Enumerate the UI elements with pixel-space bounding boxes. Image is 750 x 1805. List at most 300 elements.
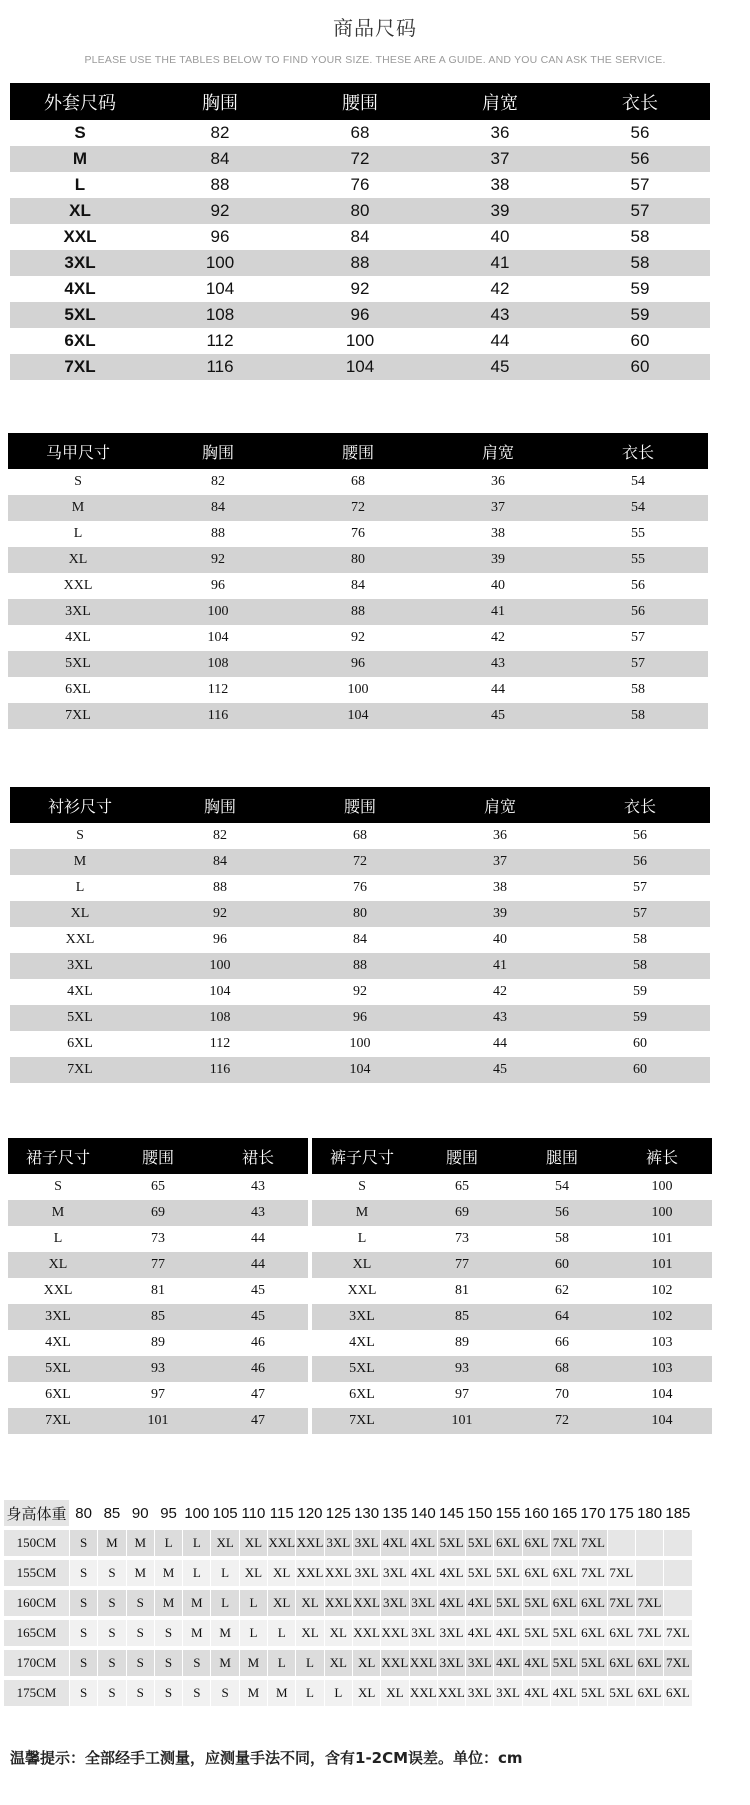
table-cell: 37 bbox=[493, 854, 507, 869]
table-cell: 112 bbox=[207, 682, 229, 697]
height-label: 150CM bbox=[4, 1530, 69, 1556]
table-cell: 84 bbox=[350, 227, 370, 246]
size-cell: 3XL bbox=[438, 1620, 465, 1646]
table-cell: 7XL bbox=[67, 1062, 93, 1077]
table-cell: 103 bbox=[651, 1335, 673, 1350]
size-cell: 3XL bbox=[353, 1530, 380, 1556]
table-cell: 104 bbox=[205, 279, 235, 298]
height-label: 165CM bbox=[4, 1620, 69, 1646]
table-cell: XXL bbox=[63, 578, 93, 593]
table-cell: 4XL bbox=[65, 630, 91, 645]
size-cell: 7XL bbox=[551, 1530, 578, 1556]
table-row bbox=[8, 495, 708, 521]
table-cell: 45 bbox=[251, 1309, 265, 1324]
pants-header-cell: 腰围 bbox=[445, 1147, 478, 1167]
table-cell: S bbox=[74, 123, 86, 142]
size-cell: XXL bbox=[353, 1620, 380, 1646]
weight-header-cell: 115 bbox=[268, 1500, 295, 1526]
table-row bbox=[10, 823, 710, 849]
size-cell: 6XL bbox=[579, 1620, 606, 1646]
size-cell: 7XL bbox=[636, 1620, 663, 1646]
table-cell: 93 bbox=[151, 1361, 165, 1376]
size-cell: 4XL bbox=[438, 1560, 465, 1586]
table-cell: 58 bbox=[630, 227, 650, 246]
table-cell: 104 bbox=[207, 630, 229, 645]
table-cell: M bbox=[72, 149, 88, 168]
size-cell: XL bbox=[296, 1620, 323, 1646]
size-cell: 3XL bbox=[438, 1650, 465, 1676]
table-cell: 69 bbox=[151, 1205, 165, 1220]
jacket-header-cell: 腰围 bbox=[342, 92, 378, 114]
size-cell: S bbox=[127, 1650, 154, 1676]
table-cell: 97 bbox=[151, 1387, 165, 1402]
table-cell: 46 bbox=[251, 1361, 265, 1376]
table-cell: 58 bbox=[633, 932, 647, 947]
size-cell: 3XL bbox=[466, 1680, 493, 1706]
table-cell: 84 bbox=[351, 578, 365, 593]
size-cell: M bbox=[183, 1590, 210, 1616]
table-row bbox=[8, 651, 708, 677]
measurement-note: 温馨提示：全部经手工测量，应测量手法不同，含有1-2CM误差。单位：cm bbox=[10, 1749, 523, 1767]
table-cell: 39 bbox=[491, 552, 505, 567]
size-cell: 3XL bbox=[410, 1590, 437, 1616]
size-cell: 4XL bbox=[523, 1680, 550, 1706]
size-cell: 6XL bbox=[608, 1620, 635, 1646]
table-row bbox=[10, 875, 710, 901]
table-cell: 37 bbox=[491, 500, 505, 515]
table-cell: 108 bbox=[207, 656, 229, 671]
size-cell: 5XL bbox=[551, 1620, 578, 1646]
table-cell: 36 bbox=[493, 828, 507, 843]
table-cell: 88 bbox=[211, 526, 225, 541]
size-cell bbox=[664, 1560, 691, 1586]
table-cell: 57 bbox=[630, 175, 650, 194]
table-cell: 60 bbox=[630, 331, 650, 350]
weight-header-cell: 100 bbox=[183, 1500, 210, 1526]
table-cell: 116 bbox=[206, 357, 234, 376]
table-cell: 3XL bbox=[65, 604, 91, 619]
vest-header-cell: 马甲尺寸 bbox=[45, 442, 110, 462]
size-cell: 7XL bbox=[579, 1560, 606, 1586]
table-cell: 69 bbox=[455, 1205, 469, 1220]
size-cell: 4XL bbox=[523, 1650, 550, 1676]
size-cell: 4XL bbox=[381, 1530, 408, 1556]
table-cell: 44 bbox=[490, 331, 510, 350]
shirt-header-row bbox=[10, 787, 710, 823]
table-cell: XL bbox=[69, 201, 91, 220]
table-cell: 59 bbox=[630, 305, 650, 324]
weight-header-cell: 110 bbox=[240, 1500, 267, 1526]
table-cell: 84 bbox=[213, 854, 227, 869]
table-cell: 92 bbox=[351, 630, 365, 645]
size-cell: M bbox=[127, 1530, 154, 1556]
table-cell: 102 bbox=[651, 1309, 673, 1324]
size-cell: S bbox=[70, 1650, 97, 1676]
table-row bbox=[8, 1174, 308, 1200]
weight-header-cell: 165 bbox=[551, 1500, 578, 1526]
table-cell: 56 bbox=[555, 1205, 569, 1220]
size-cell: 3XL bbox=[325, 1530, 352, 1556]
size-cell: 4XL bbox=[466, 1590, 493, 1616]
table-cell: XXL bbox=[43, 1283, 73, 1298]
size-cell: 7XL bbox=[608, 1560, 635, 1586]
size-cell: S bbox=[127, 1680, 154, 1706]
table-row bbox=[8, 1330, 308, 1356]
table-cell: 56 bbox=[631, 604, 645, 619]
skirt-header-row bbox=[8, 1138, 308, 1174]
size-cell: XL bbox=[296, 1590, 323, 1616]
table-cell: 37 bbox=[490, 149, 510, 168]
table-cell: 39 bbox=[490, 201, 510, 220]
table-cell: 82 bbox=[211, 474, 225, 489]
table-cell: 88 bbox=[210, 175, 230, 194]
table-row bbox=[312, 1278, 712, 1304]
table-cell: 77 bbox=[151, 1257, 165, 1272]
table-cell: L bbox=[75, 880, 85, 895]
size-cell: 6XL bbox=[523, 1560, 550, 1586]
table-cell: 40 bbox=[491, 578, 505, 593]
table-cell: 68 bbox=[555, 1361, 569, 1376]
body-chart-row bbox=[4, 1558, 693, 1588]
table-cell: 45 bbox=[491, 708, 505, 723]
table-cell: 43 bbox=[251, 1205, 265, 1220]
size-cell: S bbox=[70, 1620, 97, 1646]
table-cell: 3XL bbox=[45, 1309, 71, 1324]
table-cell: 72 bbox=[353, 854, 367, 869]
table-cell: 55 bbox=[631, 552, 645, 567]
table-cell: 43 bbox=[493, 1010, 507, 1025]
weight-header-cell: 145 bbox=[438, 1500, 465, 1526]
table-cell: 36 bbox=[491, 474, 505, 489]
vest-header-cell: 胸围 bbox=[201, 442, 234, 462]
table-cell: 73 bbox=[151, 1231, 165, 1246]
shirt-header-cell: 腰围 bbox=[343, 796, 376, 816]
table-row bbox=[312, 1174, 712, 1200]
shirt-size-table bbox=[10, 787, 710, 1083]
table-cell: 104 bbox=[651, 1413, 673, 1428]
table-cell: 92 bbox=[350, 279, 370, 298]
table-cell: 39 bbox=[493, 906, 507, 921]
table-cell: 82 bbox=[210, 123, 230, 142]
table-row bbox=[8, 469, 708, 495]
table-cell: 97 bbox=[455, 1387, 469, 1402]
size-cell: M bbox=[183, 1620, 210, 1646]
jacket-header-row bbox=[10, 83, 710, 120]
table-cell: 100 bbox=[207, 604, 229, 619]
size-cell: M bbox=[127, 1560, 154, 1586]
table-cell: 36 bbox=[490, 123, 510, 142]
table-cell: 100 bbox=[347, 682, 369, 697]
table-cell: 80 bbox=[350, 201, 370, 220]
table-cell: 96 bbox=[351, 656, 365, 671]
table-cell: 96 bbox=[353, 1010, 367, 1025]
table-cell: 7XL bbox=[349, 1413, 375, 1428]
weight-header-cell: 85 bbox=[98, 1500, 125, 1526]
table-cell: 3XL bbox=[64, 253, 96, 272]
skirt-header-cell: 腰围 bbox=[141, 1147, 174, 1167]
table-cell: XL bbox=[70, 906, 90, 921]
table-cell: 116 bbox=[209, 1062, 231, 1077]
table-cell: 92 bbox=[210, 201, 230, 220]
size-cell: XL bbox=[211, 1530, 238, 1556]
size-cell: 3XL bbox=[381, 1560, 408, 1586]
weight-header-cell: 125 bbox=[325, 1500, 352, 1526]
body-chart-corner: 身高体重 bbox=[4, 1500, 69, 1526]
table-cell: 38 bbox=[491, 526, 505, 541]
table-cell: 60 bbox=[633, 1062, 647, 1077]
table-cell: 6XL bbox=[349, 1387, 375, 1402]
size-cell bbox=[608, 1530, 635, 1556]
table-row bbox=[8, 573, 708, 599]
table-cell: 58 bbox=[633, 958, 647, 973]
table-row bbox=[8, 1278, 308, 1304]
jacket-header-cell: 肩宽 bbox=[482, 92, 518, 114]
table-cell: 47 bbox=[251, 1387, 265, 1402]
table-row bbox=[8, 703, 708, 729]
weight-header-cell: 175 bbox=[608, 1500, 635, 1526]
table-row bbox=[10, 302, 710, 328]
table-cell: 56 bbox=[631, 578, 645, 593]
table-row bbox=[10, 1005, 710, 1031]
size-cell: M bbox=[211, 1620, 238, 1646]
table-row bbox=[10, 1057, 710, 1083]
table-cell: 40 bbox=[490, 227, 510, 246]
table-cell: 41 bbox=[491, 604, 505, 619]
size-cell: 5XL bbox=[523, 1590, 550, 1616]
weight-header-cell: 155 bbox=[494, 1500, 521, 1526]
vest-header-row bbox=[8, 433, 708, 469]
size-cell: XXL bbox=[410, 1650, 437, 1676]
table-cell: 57 bbox=[631, 656, 645, 671]
size-cell: XXL bbox=[268, 1530, 295, 1556]
size-cell: 7XL bbox=[579, 1530, 606, 1556]
table-cell: 5XL bbox=[349, 1361, 375, 1376]
jacket-header-cell: 胸围 bbox=[202, 92, 238, 114]
size-cell: 5XL bbox=[466, 1530, 493, 1556]
size-cell bbox=[664, 1530, 691, 1556]
table-cell: XXL bbox=[63, 227, 97, 246]
body-chart-row bbox=[4, 1678, 693, 1708]
table-row bbox=[10, 927, 710, 953]
size-cell: M bbox=[268, 1680, 295, 1706]
table-cell: 4XL bbox=[67, 984, 93, 999]
table-cell: 59 bbox=[630, 279, 650, 298]
size-cell: 7XL bbox=[664, 1650, 691, 1676]
skirt-header-cell: 裙子尺寸 bbox=[25, 1147, 90, 1167]
table-cell: S bbox=[74, 474, 82, 489]
size-cell: S bbox=[70, 1680, 97, 1706]
jacket-header-cell: 外套尺码 bbox=[44, 92, 116, 114]
size-cell bbox=[636, 1530, 663, 1556]
table-cell: 81 bbox=[455, 1283, 469, 1298]
size-cell: XXL bbox=[438, 1680, 465, 1706]
table-row bbox=[312, 1330, 712, 1356]
skirt-header-cell: 裙长 bbox=[241, 1147, 274, 1167]
table-cell: S bbox=[358, 1179, 366, 1194]
size-cell: L bbox=[240, 1620, 267, 1646]
table-cell: 56 bbox=[630, 149, 650, 168]
jacket-size-table bbox=[10, 83, 710, 380]
size-cell: 6XL bbox=[551, 1560, 578, 1586]
size-cell: M bbox=[98, 1530, 125, 1556]
table-row bbox=[8, 1200, 308, 1226]
table-row bbox=[10, 198, 710, 224]
size-cell: 3XL bbox=[494, 1680, 521, 1706]
weight-header-cell: 135 bbox=[381, 1500, 408, 1526]
table-cell: 42 bbox=[493, 984, 507, 999]
table-cell: 96 bbox=[213, 932, 227, 947]
table-row bbox=[8, 599, 708, 625]
size-cell: L bbox=[268, 1650, 295, 1676]
table-cell: 72 bbox=[351, 500, 365, 515]
table-cell: XL bbox=[68, 552, 88, 567]
table-cell: 76 bbox=[350, 175, 370, 194]
table-row bbox=[312, 1226, 712, 1252]
weight-header-cell: 80 bbox=[70, 1500, 97, 1526]
size-cell: XL bbox=[381, 1680, 408, 1706]
table-cell: 80 bbox=[351, 552, 365, 567]
table-cell: 84 bbox=[211, 500, 225, 515]
table-cell: XXL bbox=[65, 932, 95, 947]
table-cell: 5XL bbox=[65, 656, 91, 671]
table-cell: 42 bbox=[490, 279, 510, 298]
table-cell: 96 bbox=[350, 305, 370, 324]
table-cell: 43 bbox=[491, 656, 505, 671]
table-cell: 58 bbox=[555, 1231, 569, 1246]
size-cell: 4XL bbox=[494, 1650, 521, 1676]
size-cell: M bbox=[211, 1650, 238, 1676]
size-cell: 6XL bbox=[636, 1650, 663, 1676]
table-cell: 100 bbox=[205, 253, 235, 272]
table-cell: 5XL bbox=[45, 1361, 71, 1376]
table-cell: 44 bbox=[251, 1231, 265, 1246]
size-cell: L bbox=[325, 1680, 352, 1706]
weight-header-cell: 90 bbox=[127, 1500, 154, 1526]
table-cell: 7XL bbox=[45, 1413, 71, 1428]
size-cell: S bbox=[98, 1620, 125, 1646]
table-row bbox=[8, 547, 708, 573]
weight-header-cell: 150 bbox=[466, 1500, 493, 1526]
table-cell: 68 bbox=[353, 828, 367, 843]
table-row bbox=[10, 276, 710, 302]
table-cell: 88 bbox=[350, 253, 370, 272]
size-cell: 3XL bbox=[353, 1560, 380, 1586]
table-cell: 62 bbox=[555, 1283, 569, 1298]
size-cell: 3XL bbox=[381, 1590, 408, 1616]
pants-header-row bbox=[312, 1138, 712, 1174]
page-title: 商品尺码 bbox=[333, 16, 417, 40]
table-cell: 64 bbox=[555, 1309, 569, 1324]
table-cell: 43 bbox=[490, 305, 510, 324]
table-row bbox=[10, 250, 710, 276]
table-cell: 100 bbox=[349, 1036, 371, 1051]
size-cell: 5XL bbox=[438, 1530, 465, 1556]
table-row bbox=[8, 1304, 308, 1330]
table-cell: 44 bbox=[251, 1257, 265, 1272]
table-cell: M bbox=[51, 1205, 65, 1220]
table-cell: 57 bbox=[631, 630, 645, 645]
size-cell: 6XL bbox=[636, 1680, 663, 1706]
body-chart-row bbox=[4, 1648, 693, 1678]
size-cell: 5XL bbox=[579, 1650, 606, 1676]
table-cell: 40 bbox=[493, 932, 507, 947]
size-cell: XL bbox=[240, 1530, 267, 1556]
size-cell: S bbox=[183, 1680, 210, 1706]
size-cell: XXL bbox=[381, 1650, 408, 1676]
table-cell: 59 bbox=[633, 984, 647, 999]
weight-header-cell: 120 bbox=[296, 1500, 323, 1526]
vest-header-cell: 肩宽 bbox=[481, 442, 514, 462]
table-cell: 66 bbox=[555, 1335, 569, 1350]
weight-header-cell: 140 bbox=[410, 1500, 437, 1526]
table-cell: 76 bbox=[353, 880, 367, 895]
body-chart-row bbox=[4, 1588, 693, 1618]
size-cell: S bbox=[183, 1650, 210, 1676]
table-cell: 101 bbox=[147, 1413, 169, 1428]
body-chart-row bbox=[4, 1618, 693, 1648]
table-cell: 88 bbox=[353, 958, 367, 973]
table-cell: 101 bbox=[651, 1231, 673, 1246]
table-row bbox=[8, 1226, 308, 1252]
table-cell: 73 bbox=[455, 1231, 469, 1246]
table-cell: 89 bbox=[151, 1335, 165, 1350]
table-cell: 4XL bbox=[349, 1335, 375, 1350]
table-cell: 44 bbox=[493, 1036, 507, 1051]
body-chart-row bbox=[4, 1528, 693, 1558]
table-cell: 82 bbox=[213, 828, 227, 843]
table-cell: 4XL bbox=[64, 279, 96, 298]
size-cell: 4XL bbox=[410, 1530, 437, 1556]
pants-size-table bbox=[312, 1138, 712, 1434]
size-cell: XXL bbox=[296, 1560, 323, 1586]
table-cell: 100 bbox=[651, 1179, 673, 1194]
table-cell: 108 bbox=[209, 1010, 231, 1025]
table-cell: 57 bbox=[633, 880, 647, 895]
size-cell: S bbox=[155, 1620, 182, 1646]
table-cell: 56 bbox=[630, 123, 650, 142]
height-label: 155CM bbox=[4, 1560, 69, 1586]
size-cell: 6XL bbox=[664, 1680, 691, 1706]
table-cell: 93 bbox=[455, 1361, 469, 1376]
size-cell: 5XL bbox=[551, 1650, 578, 1676]
table-cell: 104 bbox=[345, 357, 375, 376]
table-cell: L bbox=[73, 526, 83, 541]
table-cell: 60 bbox=[630, 357, 650, 376]
height-label: 160CM bbox=[4, 1590, 69, 1616]
vest-size-table bbox=[8, 433, 708, 729]
size-cell: M bbox=[155, 1590, 182, 1616]
size-cell: S bbox=[155, 1650, 182, 1676]
table-row bbox=[312, 1408, 712, 1434]
table-cell: 45 bbox=[493, 1062, 507, 1077]
size-cell: XL bbox=[268, 1560, 295, 1586]
table-cell: 56 bbox=[633, 854, 647, 869]
table-cell: 45 bbox=[251, 1283, 265, 1298]
size-cell: 5XL bbox=[579, 1680, 606, 1706]
table-cell: 76 bbox=[351, 526, 365, 541]
shirt-header-cell: 衬衫尺寸 bbox=[47, 796, 112, 816]
table-cell: 3XL bbox=[349, 1309, 375, 1324]
table-cell: 41 bbox=[490, 253, 510, 272]
shirt-header-cell: 胸围 bbox=[203, 796, 236, 816]
table-cell: 104 bbox=[651, 1387, 673, 1402]
size-cell: 6XL bbox=[523, 1530, 550, 1556]
table-cell: 6XL bbox=[67, 1036, 93, 1051]
page-subtitle: PLEASE USE THE TABLES BELOW TO FIND YOUR SIZE. THESE ARE A GUIDE. AND YOU CAN ASK THE SERVICE. bbox=[84, 54, 666, 66]
jacket-header-cell: 衣长 bbox=[622, 92, 658, 114]
table-row bbox=[312, 1200, 712, 1226]
size-cell: 5XL bbox=[494, 1590, 521, 1616]
